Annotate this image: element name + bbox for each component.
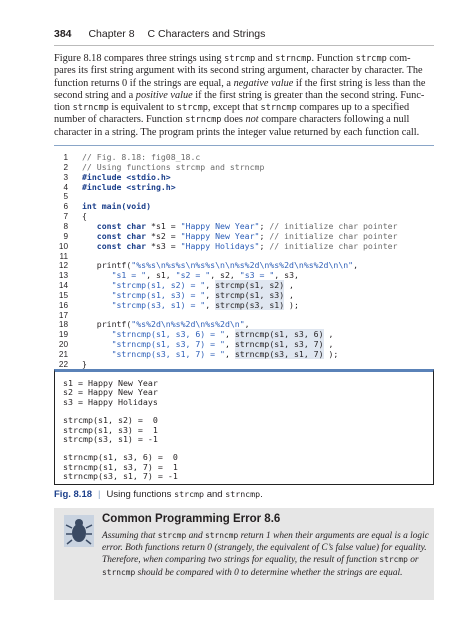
text-run: return 1 when their arguments are equal is a logic [238, 531, 429, 541]
code-token: *s1 = [151, 220, 181, 231]
caption-code-strncmp: strncmp [225, 489, 261, 499]
code-token: , [284, 280, 294, 291]
code-token: // initialize char pointer [269, 240, 398, 251]
text-run: compare characters following a null [258, 114, 410, 126]
code-token: , s1, [146, 270, 176, 281]
cpe-body-line [102, 530, 428, 542]
line-number: 3 [63, 172, 68, 182]
code-token: "strncmp(s1, s3, 6) = " [111, 329, 225, 340]
text-run: compares up to a specified [296, 102, 410, 114]
inline-code: strcmp [176, 103, 208, 114]
caption-code-strcmp: strcmp [174, 489, 205, 499]
text-run: does [221, 114, 246, 126]
header-rule [54, 45, 434, 46]
code-token: , [244, 319, 250, 330]
text-run: number of characters. Function [54, 114, 186, 126]
caption-text-suffix: . [260, 489, 263, 500]
line-number: 11 [59, 251, 68, 261]
cpe-body-line [102, 542, 428, 554]
code-token [82, 270, 112, 280]
text-run: function returns 0 if the strings are equal, a [54, 77, 234, 89]
code-listing [54, 145, 434, 368]
cpe-title: Common Programming Error 8.6 [102, 513, 281, 525]
code-token: "strncmp(s1, s3, 7) = " [111, 339, 225, 350]
code-token: "%s%s\n%s%s\n%s%s\n\n%s%2d\n%s%2d\n%s%2d\n\n" [131, 260, 354, 271]
code-token: ; [259, 230, 270, 241]
output-line: strcmp(s3, s1) = -1 [63, 433, 158, 444]
code-token: // Using functions strcmp and strncmp [82, 161, 265, 172]
code-token: // initialize char pointer [269, 230, 398, 241]
text-run: . Function [311, 53, 356, 64]
paragraph-line [54, 102, 434, 114]
code-token: "s3 = " [239, 270, 275, 281]
code-token: "s1 = " [111, 270, 147, 281]
inline-code: strcmp [355, 54, 387, 64]
code-token [82, 290, 112, 300]
line-number: 9 [63, 231, 68, 241]
inline-code: strncmp [102, 567, 136, 577]
text-run: character in a string. The program prints the integer value returned by each function call. [54, 126, 420, 138]
line-number: 1 [63, 153, 68, 162]
code-token: strcmp(s1, s3) [215, 289, 285, 300]
code-token: strcmp(s1, s2) [215, 280, 285, 291]
intro-paragraph [54, 53, 434, 139]
code-token: , [224, 329, 235, 340]
code-token: ); [323, 349, 339, 359]
text-run: is equivalent to [108, 102, 177, 114]
output-line: strncmp(s1, s3, 7) = 1 [63, 461, 178, 472]
running-header [54, 28, 434, 40]
line-number: 12 [58, 261, 68, 271]
cpe-body-line [102, 567, 428, 579]
line-number: 2 [63, 162, 68, 172]
program-output [54, 369, 434, 485]
code-token: strcmp(s3, s1) [215, 299, 285, 310]
line-number: 19 [58, 330, 68, 340]
code-token: const char [82, 230, 152, 241]
inline-code: strncmp [260, 103, 297, 114]
output-line: s2 = Happy New Year [63, 387, 158, 398]
code-token: int main(void) [82, 201, 152, 212]
caption-text-prefix: Using functions [106, 489, 175, 500]
code-token: , [205, 299, 216, 310]
line-number: 5 [63, 192, 68, 202]
code-token: #include <string.h> [82, 181, 176, 192]
text-run: Assuming that [102, 531, 158, 541]
code-token: "s2 = " [175, 270, 211, 281]
code-token: const char [82, 220, 152, 231]
line-number: 16 [58, 300, 68, 310]
inline-code: strncmp [185, 115, 222, 126]
inline-code: strncmp [72, 103, 109, 114]
inline-code: strncmp [205, 531, 239, 540]
code-token: ; [259, 240, 270, 251]
figure-number: Fig. 8.18 [54, 489, 93, 500]
text-run: should be compared with 0 to determine whether the strings are equal. [135, 567, 403, 578]
code-token: , [224, 339, 235, 350]
paragraph-line [54, 53, 434, 65]
text-run: com- [386, 53, 411, 64]
inline-code: strcmp [224, 54, 256, 64]
text-run: if the first string is greater than the second string. Func- [192, 89, 425, 101]
caption-text-mid: and [204, 489, 226, 500]
code-token: , [284, 289, 294, 300]
code-token: , [205, 289, 216, 300]
code-token [82, 339, 112, 349]
chapter-label: Chapter 8 [88, 28, 135, 40]
code-token: "Happy New Year" [180, 230, 260, 241]
code-token: #include <stdio.h> [82, 171, 171, 182]
code-token: printf( [82, 319, 132, 330]
code-token: , [224, 349, 235, 359]
code-token: strncmp(s3, s1, 7) [234, 349, 324, 359]
emphasis: negative value [233, 77, 294, 89]
output-line: s3 = Happy Holidays [63, 396, 158, 407]
code-token: ; [259, 220, 270, 231]
inline-code: strcmp [157, 531, 187, 540]
line-number: 10 [58, 241, 68, 251]
code-token [82, 300, 112, 310]
text-run: or [407, 555, 419, 566]
line-number: 20 [58, 340, 68, 350]
paragraph-line [54, 127, 434, 139]
line-number: 4 [63, 182, 68, 192]
text-run: Figure 8.18 compares three strings using [54, 53, 225, 64]
error-bug-icon [64, 515, 94, 547]
text-run: , except that [207, 102, 261, 114]
code-token: { [82, 211, 87, 222]
line-number: 18 [58, 320, 68, 330]
text-run: pares its first string argument with its second string argument, character by character. The [54, 65, 423, 77]
line-number: 21 [58, 350, 68, 359]
line-number: 8 [63, 221, 68, 231]
code-token: const char [82, 240, 152, 251]
output-line: strcmp(s1, s2) = 0 [63, 415, 158, 426]
common-programming-error-box [54, 508, 434, 600]
line-number: 17 [58, 310, 68, 320]
page-number: 384 [54, 28, 72, 40]
code-token: // initialize char pointer [269, 220, 398, 231]
code-token: "Happy New Year" [180, 220, 260, 231]
inline-code: strncmp [275, 54, 312, 64]
code-token: "strncmp(s3, s1, 7) = " [111, 349, 225, 359]
text-run: and [186, 531, 205, 541]
cpe-body-line [102, 554, 428, 566]
code-token: , s3, [274, 270, 299, 281]
code-token: } [82, 358, 87, 369]
code-token: strncmp(s1, s3, 7) [234, 339, 324, 350]
code-token: // Fig. 8.18: fig08_18.c [82, 152, 201, 162]
caption-separator: | [98, 489, 101, 500]
code-token [82, 329, 112, 339]
paragraph-line [54, 78, 434, 90]
chapter-title: C Characters and Strings [147, 28, 266, 40]
text-run: if the first string is less than the [293, 77, 426, 89]
code-token: , [323, 329, 334, 340]
code-token: , [205, 280, 216, 291]
line-number: 22 [58, 359, 68, 369]
figure-caption [54, 489, 263, 500]
text-run: Therefore, when comparing two strings for equality, the result of function [102, 555, 380, 566]
code-token: printf( [82, 260, 132, 271]
output-line: s1 = Happy New Year [63, 378, 158, 388]
paragraph-line [54, 90, 434, 102]
cpe-body [102, 530, 428, 579]
code-token: "%s%2d\n%s%2d\n%s%2d\n" [131, 319, 245, 330]
code-token: "strcmp(s1, s3) = " [111, 289, 206, 300]
line-number: 6 [63, 202, 68, 212]
line-number: 15 [58, 290, 68, 300]
code-token: , [353, 260, 359, 271]
code-token [82, 349, 112, 359]
text-run: error. Both functions return 0 (strangely, the equivalent of C’s false value) for equality. [102, 543, 427, 554]
code-token: *s2 = [151, 230, 181, 241]
output-line: strcmp(s1, s3) = 1 [63, 424, 158, 435]
inline-code: strcmp [379, 555, 408, 565]
code-token: ); [284, 299, 299, 310]
code-token [82, 280, 112, 290]
line-number: 13 [58, 271, 68, 281]
code-token: "Happy Holidays" [180, 240, 260, 251]
text-run: second string and a [54, 89, 136, 101]
emphasis: not [245, 114, 259, 126]
code-token: "strcmp(s3, s1) = " [111, 299, 206, 310]
text-run: tion [54, 102, 73, 114]
paragraph-line [54, 114, 434, 126]
code-token: "strcmp(s1, s2) = " [111, 280, 206, 291]
code-token: *s3 = [151, 240, 181, 251]
output-line: strncmp(s3, s1, 7) = -1 [63, 471, 178, 481]
output-line: strncmp(s1, s3, 6) = 0 [63, 452, 178, 463]
line-number: 14 [58, 281, 68, 291]
text-run: and [255, 53, 276, 64]
emphasis: positive value [135, 89, 193, 101]
code-token: , [323, 339, 334, 350]
paragraph-line [54, 65, 434, 77]
code-token: strncmp(s1, s3, 6) [234, 329, 324, 340]
code-token: , s2, [210, 270, 240, 281]
line-number: 7 [63, 212, 68, 222]
